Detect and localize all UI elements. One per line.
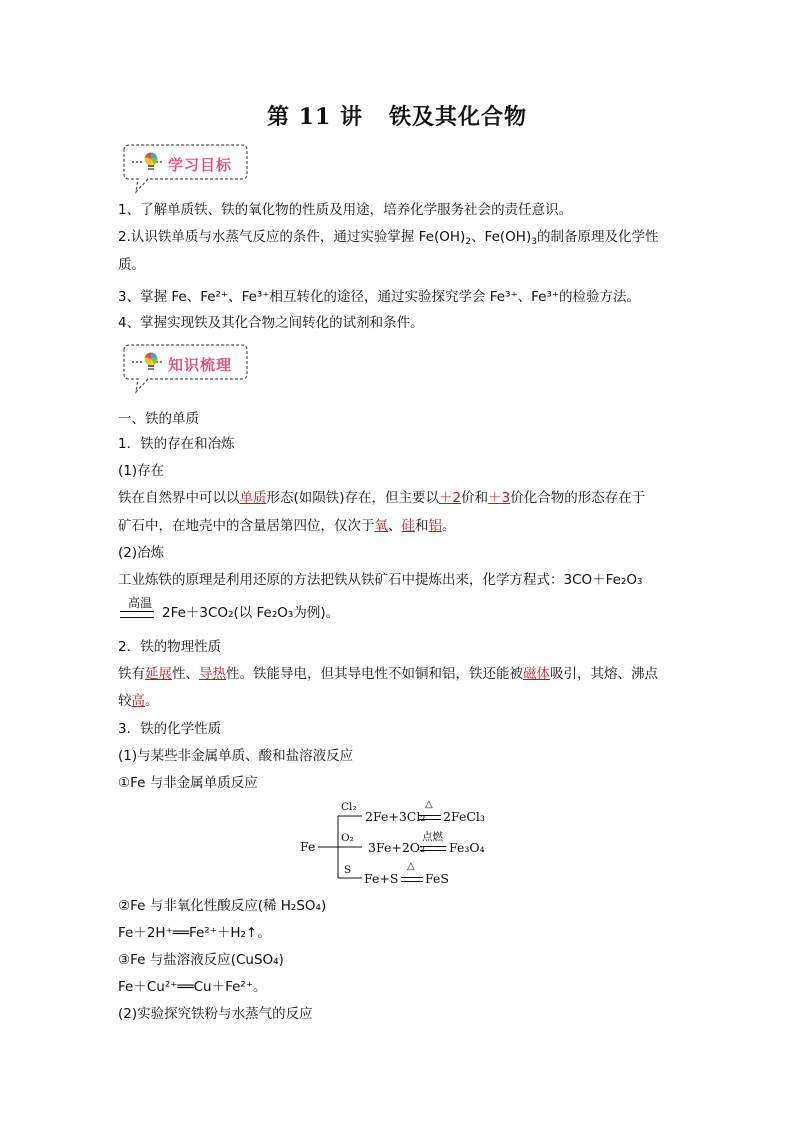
physical-properties-continued: 较高。 bbox=[118, 693, 159, 709]
smelting-equation-rest: 2Fe＋3CO₂(以 Fe₂O₃为例)。 bbox=[162, 605, 340, 621]
reactant-chlorine: Cl₂ bbox=[341, 801, 357, 813]
answer-blank: 单质 bbox=[239, 490, 267, 506]
page-title bbox=[0, 100, 794, 131]
answer-blank: 氧 bbox=[374, 518, 388, 534]
existence-label: (1)存在 bbox=[118, 463, 165, 479]
equals-sign bbox=[401, 877, 423, 882]
reaction-with-salt: ③Fe 与盐溶液反应(CuSO₄) bbox=[118, 952, 284, 968]
equation-chlorine-right: 2FeCl₃ bbox=[443, 809, 485, 824]
iron-reaction-diagram bbox=[298, 798, 508, 890]
reactant-oxygen: O₂ bbox=[341, 832, 354, 844]
subsection-physical-properties: 2．铁的物理性质 bbox=[118, 639, 222, 655]
subsection-existence-smelting: 1．铁的存在和冶炼 bbox=[118, 436, 235, 452]
section-heading: 一、铁的单质 bbox=[118, 411, 199, 427]
knowledge-badge bbox=[118, 342, 250, 396]
goal-4: 4、掌握实现铁及其化合物之间转化的试剂和条件。 bbox=[118, 315, 424, 331]
equals-sign bbox=[419, 815, 441, 820]
goal-2-continued: 质。 bbox=[118, 257, 145, 273]
goals-badge-label: 学习目标 bbox=[168, 156, 233, 174]
answer-blank: 硅 bbox=[401, 518, 415, 534]
reaction-with-acid: ②Fe 与非氧化性酸反应(稀 H₂SO₄) bbox=[118, 898, 327, 914]
equation-salt: Fe＋Cu²⁺══Cu＋Fe²⁺。 bbox=[118, 979, 267, 995]
equation-oxygen-left: 3Fe+2O₂ bbox=[368, 840, 426, 855]
goal-1: 1、了解单质铁、铁的氧化物的性质及用途，培养化学服务社会的责任意识。 bbox=[118, 202, 573, 218]
existence-text-continued: 矿石中，在地壳中的含量居第四位，仅次于氧、硅和铝。 bbox=[118, 518, 456, 534]
equation-chlorine-left: 2Fe+3Cl₂ bbox=[365, 809, 426, 824]
answer-blank: ＋3 bbox=[488, 490, 511, 506]
answer-blank: ＋2 bbox=[439, 490, 462, 506]
answer-blank: 延展 bbox=[145, 666, 172, 682]
title-topic: 铁及其化合物 bbox=[388, 104, 527, 130]
reaction-with-nonmetals: ①Fe 与非金属单质反应 bbox=[118, 775, 258, 791]
reactant-sulfur: S bbox=[344, 864, 352, 876]
iron-symbol: Fe bbox=[300, 839, 316, 854]
heat-condition: △ bbox=[425, 799, 433, 810]
equals-sign bbox=[420, 846, 446, 851]
lightbulb-icon bbox=[143, 351, 159, 373]
equation-sulfur-left: Fe+S bbox=[364, 871, 399, 886]
equation-sulfur-right: FeS bbox=[425, 871, 449, 886]
reaction-condition: 高温 bbox=[128, 596, 153, 610]
goals-badge bbox=[118, 142, 250, 196]
smelting-label: (2)冶炼 bbox=[118, 545, 165, 561]
physical-properties-text: 铁有延展性、导热性。铁能导电，但其导电性不如铜和铝，铁还能被磁体吸引，其熔、沸点 bbox=[118, 666, 658, 682]
chemical-reactions-heading: (1)与某些非金属单质、酸和盐溶液反应 bbox=[118, 748, 354, 764]
title-lecture-number: 第 11 讲 bbox=[267, 104, 363, 130]
subsection-chemical-properties: 3．铁的化学性质 bbox=[118, 721, 222, 737]
ignite-condition: 点燃 bbox=[422, 831, 443, 843]
answer-blank: 铝 bbox=[428, 518, 442, 534]
knowledge-badge-label: 知识梳理 bbox=[168, 356, 233, 374]
existence-text: 铁在自然界中可以以单质形态(如陨铁)存在，但主要以＋2价和＋3价化合物的形态存在于 bbox=[118, 490, 646, 506]
answer-blank: 高 bbox=[131, 693, 145, 709]
smelting-text: 工业炼铁的原理是利用还原的方法把铁从铁矿石中提炼出来，化学方程式：3CO＋Fe₂O₃ bbox=[118, 572, 643, 588]
goal-3: 3、掌握 Fe、Fe²⁺、Fe³⁺相互转化的途径，通过实验探究学会 Fe³⁺、Fe³⁺的检验方法。 bbox=[118, 289, 640, 305]
steam-experiment-heading: (2)实验探究铁粉与水蒸气的反应 bbox=[118, 1006, 313, 1022]
equation-acid: Fe＋2H⁺══Fe²⁺＋H₂↑。 bbox=[118, 925, 271, 941]
equals-sign bbox=[120, 611, 154, 618]
answer-blank: 磁体 bbox=[523, 666, 550, 682]
heat-condition: △ bbox=[407, 861, 415, 872]
goal-2: 2.认识铁单质与水蒸气反应的条件，通过实验掌握 $Fe(OH)_2$、$Fe(OH)_3$的制备原理及化学性 bbox=[118, 229, 659, 247]
answer-blank: 导热 bbox=[199, 666, 226, 682]
equation-oxygen-right: Fe₃O₄ bbox=[449, 840, 485, 855]
lightbulb-icon bbox=[143, 151, 159, 173]
